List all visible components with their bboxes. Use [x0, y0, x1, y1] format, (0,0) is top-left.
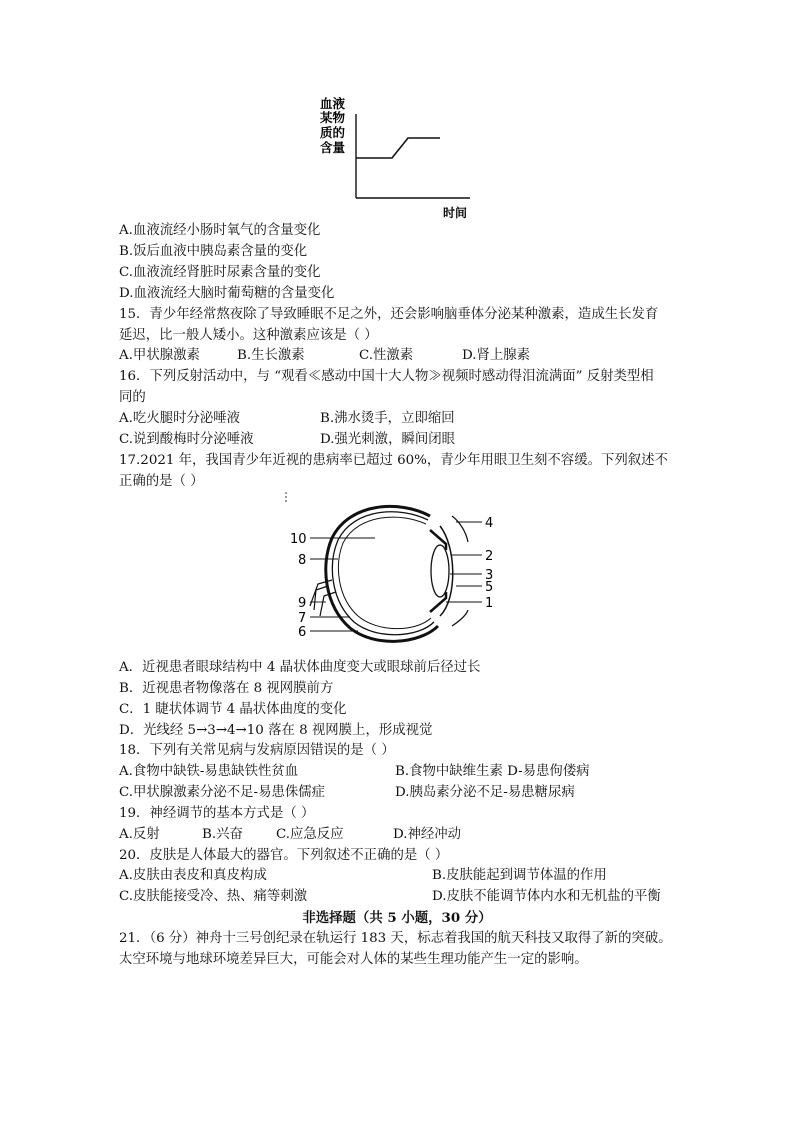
eye-retina [338, 517, 431, 629]
q15-option-d: D.肾上腺素 [462, 348, 531, 363]
graph-curve [356, 138, 440, 158]
graph-ylabel-line-3: 质的 [320, 125, 346, 140]
q21-stem-line-1: 21．（6 分）神舟十三号创纪录在轨运行 183 天，标志着我国的航天科技又取得了新的突破。 [119, 931, 672, 946]
q15-stem-line-1: 15．青少年经常熬夜除了导致睡眠不足之外，还会影响脑垂体分泌某种激素，造成生长发育 [119, 307, 659, 322]
eye-lens [431, 545, 449, 597]
q16-stem-line-2: 同的 [119, 390, 146, 405]
q20-option-c: C.皮肤能接受冷、热、痛等刺激 [119, 889, 308, 904]
q17-option-c: C．1 睫状体调节 4 晶状体曲度的变化 [119, 702, 347, 717]
eye-label-6: 6 [298, 625, 307, 640]
q19-stem: 19．神经调节的基本方式是（ ） [119, 806, 315, 821]
q15-option-b: B.生长激素 [237, 348, 305, 363]
q20-option-b: B.皮肤能起到调节体温的作用 [432, 868, 607, 883]
q19-option-a: A.反射 [119, 827, 160, 842]
graph-ylabel-line-1: 血液 [320, 96, 346, 111]
q16-stem-line-1: 16．下列反射活动中，与 “观看≪感动中国十大人物≫视频时感动得泪流满面” 反射类型相 [119, 369, 654, 384]
eye-eyelid-bottom [452, 610, 468, 626]
eye-label-3: 3 [485, 568, 494, 583]
q16-option-c: C.说到酸梅时分泌唾液 [119, 432, 254, 447]
content-eye-diagram [280, 488, 510, 650]
q18-option-c: C.甲状腺激素分泌不足-易患侏儒症 [119, 785, 326, 800]
q17-option-b: B．近视患者物像落在 8 视网膜前方 [119, 681, 334, 696]
q16-option-a: A.吃火腿时分泌唾液 [119, 411, 241, 426]
graph-ylabel-line-2: 某物 [320, 110, 346, 125]
q14-option-a: A.血液流经小肠时氧气的含量变化 [119, 223, 321, 238]
q14-option-d: D.血液流经大脑时葡萄糖的含量变化 [119, 286, 335, 301]
q20-option-a: A.皮肤由表皮和真皮构成 [119, 868, 267, 883]
graph-xlabel: 时间 [443, 206, 468, 220]
q18-option-a: A.食物中缺铁-易患缺铁性贫血 [119, 764, 299, 779]
q19-option-b: B.兴奋 [202, 827, 243, 842]
eye-sclera [326, 506, 438, 641]
q17-stem-line-2: 正确的是（ ） [119, 474, 204, 489]
q15-stem-line-2: 延迟，比一般人矮小。这种激素应该是（ ） [119, 328, 378, 343]
q16-option-d: D.强光刺激，瞬间闭眼 [320, 432, 456, 447]
eye-label-1: 1 [485, 596, 494, 611]
q18-stem: 18．下列有关常见病与发病原因错误的是（ ） [119, 743, 395, 758]
q17-option-a: A．近视患者眼球结构中 4 晶状体曲度变大或眼球前后径过长 [119, 660, 481, 675]
eye-choroid [332, 512, 434, 635]
eye-label-9: 9 [298, 596, 307, 611]
eye-label-8: 8 [298, 553, 307, 568]
eye-label-2: 2 [485, 549, 494, 564]
q14-option-c: C.血液流经肾脏时尿素含量的变化 [119, 265, 321, 280]
q15-option-a: A.甲状腺激素 [119, 348, 200, 363]
q20-stem: 20．皮肤是人体最大的器官。下列叙述不正确的是（ ） [119, 848, 449, 863]
q17-option-d: D．光线经 5→3→4→10 落在 8 视网膜上，形成视觉 [119, 723, 433, 738]
q16-option-b: B.沸水烫手，立即缩回 [320, 411, 455, 426]
eye-optic-nerve [310, 580, 336, 616]
eye-label-10: 10 [290, 532, 307, 547]
eye-label-5: 5 [485, 580, 494, 595]
q19-option-c: C.应急反应 [276, 827, 344, 842]
q18-option-b: B.食物中缺维生素 D-易患佝偻病 [395, 764, 590, 779]
q20-option-d: D.皮肤不能调节体内水和无机盐的平衡 [432, 889, 661, 904]
eye-label-7: 7 [298, 611, 307, 626]
eye-eyelid-top [452, 516, 468, 542]
q15-option-c: C.性激素 [359, 348, 414, 363]
q14-option-b: B.饭后血液中胰岛素含量的变化 [119, 244, 308, 259]
q17-stem-line-1: 17.2021 年，我国青少年近视的患病率已超过 60%，青少年用眼卫生刻不容缓。下列叙述不 [119, 453, 668, 468]
section-title: 非选择题（共 5 小题，30 分） [302, 910, 492, 926]
graph-ylabel-line-4: 含量 [320, 140, 346, 155]
eye-label-4: 4 [485, 516, 494, 531]
q18-option-d: D.胰岛素分泌不足-易患糖尿病 [395, 785, 575, 800]
content-graph-figure [310, 90, 480, 225]
q19-option-d: D.神经冲动 [393, 827, 462, 842]
q21-stem-line-2: 太空环境与地球环境差异巨大，可能会对人体的某些生理功能产生一定的影响。 [119, 952, 588, 967]
